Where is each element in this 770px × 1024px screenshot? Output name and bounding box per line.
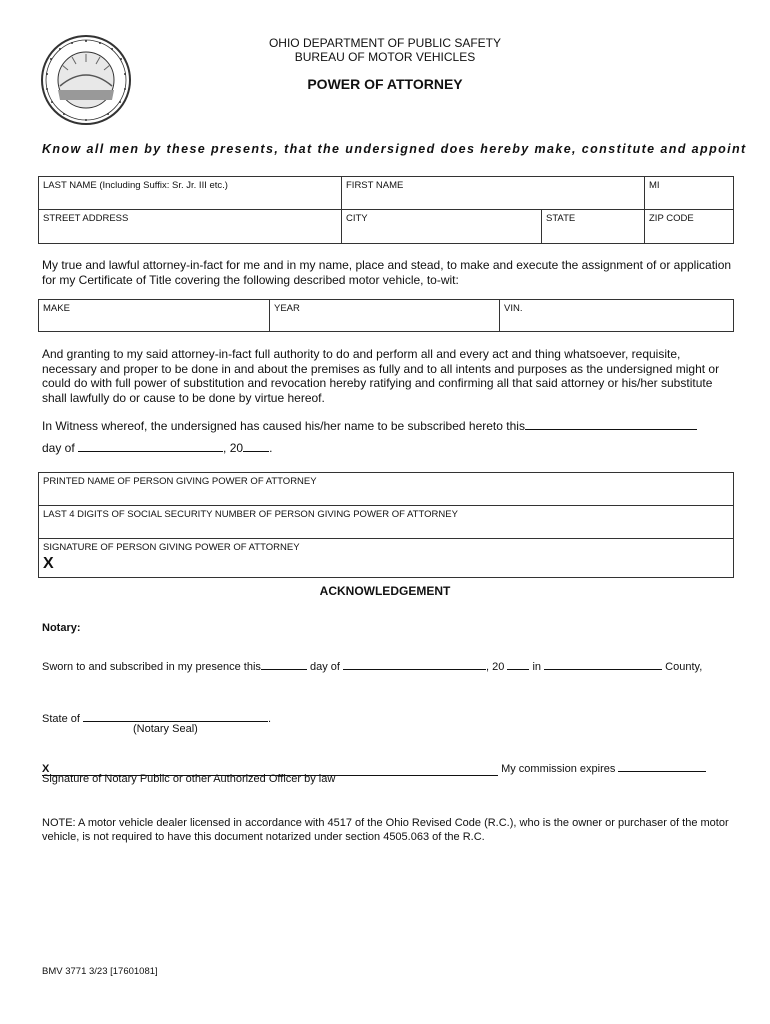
- state-field[interactable]: [542, 210, 645, 243]
- vin-field[interactable]: [500, 300, 733, 331]
- city-label: CITY: [346, 213, 368, 224]
- notary-signature-label: Signature of Notary Public or other Authorized Officer by law: [42, 773, 336, 785]
- state-of-text: State of: [42, 713, 80, 725]
- witness-year-prefix: , 20: [223, 441, 244, 455]
- zip-code-label: ZIP CODE: [649, 213, 694, 224]
- zip-code-field[interactable]: [645, 210, 733, 243]
- sworn-twenty: , 20: [485, 661, 505, 673]
- sworn-year-blank[interactable]: [507, 658, 529, 670]
- signer-table: [38, 472, 734, 578]
- signature-x-mark: X: [43, 555, 54, 572]
- make-label: MAKE: [43, 303, 70, 314]
- printed-name-label: PRINTED NAME OF PERSON GIVING POWER OF ATTORNEY: [43, 476, 317, 487]
- witness-date-line: [42, 440, 732, 456]
- sworn-in: in: [532, 661, 542, 673]
- witness-month-blank[interactable]: [78, 440, 223, 452]
- attorney-info-table: [38, 176, 734, 244]
- street-address-label: STREET ADDRESS: [43, 213, 129, 224]
- first-name-field[interactable]: [342, 177, 645, 210]
- year-field[interactable]: [270, 300, 500, 331]
- mi-label: MI: [649, 180, 660, 191]
- street-address-field[interactable]: [39, 210, 342, 243]
- sworn-month-blank[interactable]: [343, 658, 486, 670]
- page-title: POWER OF ATTORNEY: [307, 76, 463, 92]
- witness-day-of-text: day of: [42, 441, 75, 455]
- year-label: YEAR: [274, 303, 300, 314]
- witness-period: .: [269, 441, 273, 455]
- state-of-period: .: [267, 713, 272, 725]
- vin-label: VIN.: [504, 303, 523, 314]
- witness-year-blank[interactable]: [243, 440, 269, 452]
- notary-seal-label: (Notary Seal): [133, 723, 198, 735]
- dealer-note: NOTE: A motor vehicle dealer licensed in accordance with 4517 of the Ohio Revised Code (R.C.), who is the owner or purchaser of the motor vehicle, is not required to have this document notarized under section 4505.063 of the R.C.: [42, 817, 729, 843]
- sworn-text: Sworn to and subscribed in my presence this: [42, 661, 261, 673]
- vehicle-table: [38, 299, 734, 332]
- signature-field[interactable]: [39, 539, 733, 577]
- state-of-blank[interactable]: [83, 710, 268, 722]
- first-name-label: FIRST NAME: [346, 180, 404, 191]
- form-id: BMV 3771 3/23 [17601081]: [42, 966, 158, 977]
- commission-label: My commission expires: [501, 763, 616, 775]
- witness-text: In Witness whereof, the undersigned has caused his/her name to be subscribed hereto this: [42, 419, 525, 433]
- make-field[interactable]: [39, 300, 270, 331]
- printed-name-field[interactable]: [39, 473, 733, 506]
- county-label: County,: [665, 661, 703, 673]
- witness-day-blank[interactable]: [525, 418, 697, 430]
- mi-field[interactable]: [645, 177, 733, 210]
- signature-label: SIGNATURE OF PERSON GIVING POWER OF ATTORNEY: [43, 542, 300, 553]
- ssn-last4-label: LAST 4 DIGITS OF SOCIAL SECURITY NUMBER OF PERSON GIVING POWER OF ATTORNEY: [43, 509, 458, 520]
- county-blank[interactable]: [544, 658, 662, 670]
- notary-label: Notary:: [42, 622, 81, 634]
- ssn-last4-field[interactable]: [39, 506, 733, 539]
- acknowledgement-heading: ACKNOWLEDGEMENT: [319, 584, 451, 598]
- bureau-name: BUREAU OF MOTOR VEHICLES: [294, 50, 476, 64]
- department-name: OHIO DEPARTMENT OF PUBLIC SAFETY: [268, 36, 502, 50]
- sworn-day-blank[interactable]: [261, 658, 307, 670]
- authority-paragraph: And granting to my said attorney-in-fact full authority to do and perform all and every act and thing whatsoever, requisite, necessary and proper to be done in and about the premises as fully and to all intents and purposes as the undersigned might or could do with full power of substitution and revocation hereby ratifying and confirming all that said attorney or his/her substitute shall lawfully do or cause to be done by virtue hereof.: [42, 347, 720, 405]
- state-label: STATE: [546, 213, 576, 224]
- last-name-field[interactable]: [39, 177, 342, 210]
- last-name-label: LAST NAME (Including Suffix: Sr. Jr. III etc.): [43, 180, 228, 191]
- commission-blank[interactable]: [618, 760, 706, 772]
- intro-statement: Know all men by these presents, that the undersigned does hereby make, constitute and appoint: [42, 142, 747, 156]
- city-field[interactable]: [342, 210, 542, 243]
- sworn-day-of: day of: [309, 661, 340, 673]
- sworn-line: [42, 658, 702, 673]
- witness-line: [42, 418, 732, 434]
- appointment-paragraph: My true and lawful attorney-in-fact for me and in my name, place and stead, to make and execute the assignment of or application for my Certificate of Title covering the following described motor vehicle, to-wit:: [42, 258, 732, 287]
- notary-x-mark: X: [42, 763, 50, 775]
